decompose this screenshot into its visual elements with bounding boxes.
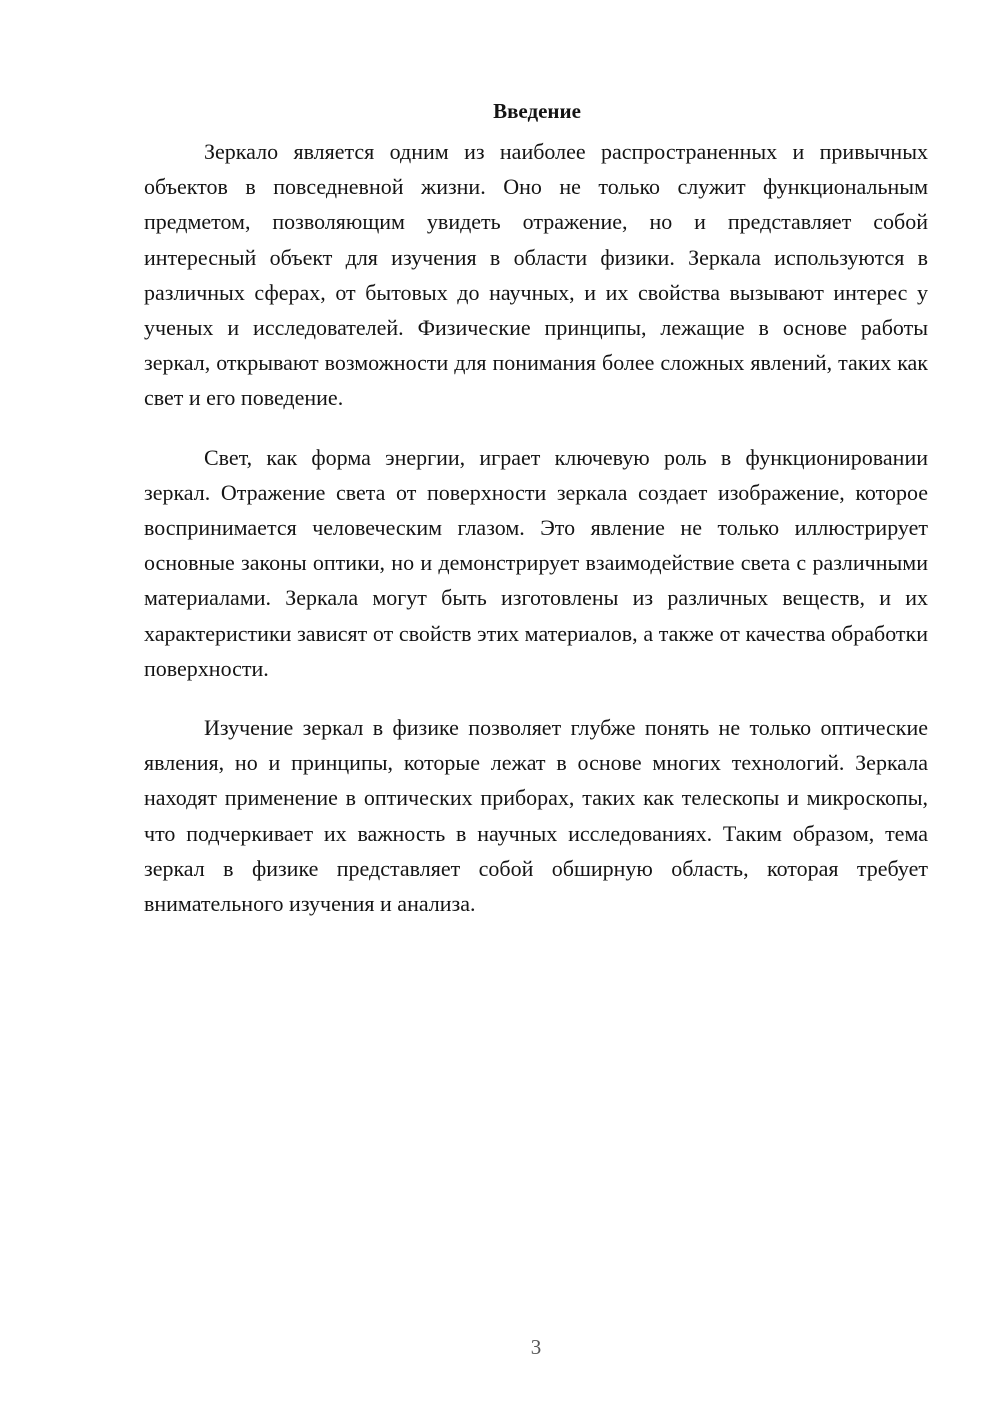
paragraph-1: Зеркало является одним из наиболее распространенных и привычных объектов в повседневной жизни. Оно не только служит функциональным предметом, позволяющим увидеть отражение, но и представляет собой интересный объект для изучения в области физики. Зеркала используются в различных сферах, от бытовых до научных, и их свойства вызывают интерес у ученых и исследователей. Физические принципы, лежащие в основе работы зеркал, открывают возможности для понимания более сложных явлений, таких как свет и его поведение. [144, 139, 928, 411]
page-number: 3 [530, 1335, 542, 1359]
paragraph-2: Свет, как форма энергии, играет ключевую роль в функционировании зеркал. Отражение света от поверхности зеркала создает изображение, которое воспринимается человеческим глазом. Это явление не только иллюстрирует основные законы оптики, но и демонстрирует взаимодействие света с различными материалами. Зеркала могут быть изготовлены из различных веществ, и их характеристики зависят от свойств этих материалов, а также от качества обработки поверхности. [144, 444, 928, 681]
page-content [144, 94, 928, 945]
paragraph-3: Изучение зеркал в физике позволяет глубже понять не только оптические явления, но и принципы, которые лежат в основе многих технологий. Зеркала находят применение в оптических приборах, таких как телескопы и микроскопы, что подчеркивает их важность в научных исследованиях. Таким образом, тема зеркал в физике представляет собой обширную область, которая требует внимательного изучения и анализа. [144, 715, 928, 917]
section-heading: Введение [493, 99, 581, 123]
